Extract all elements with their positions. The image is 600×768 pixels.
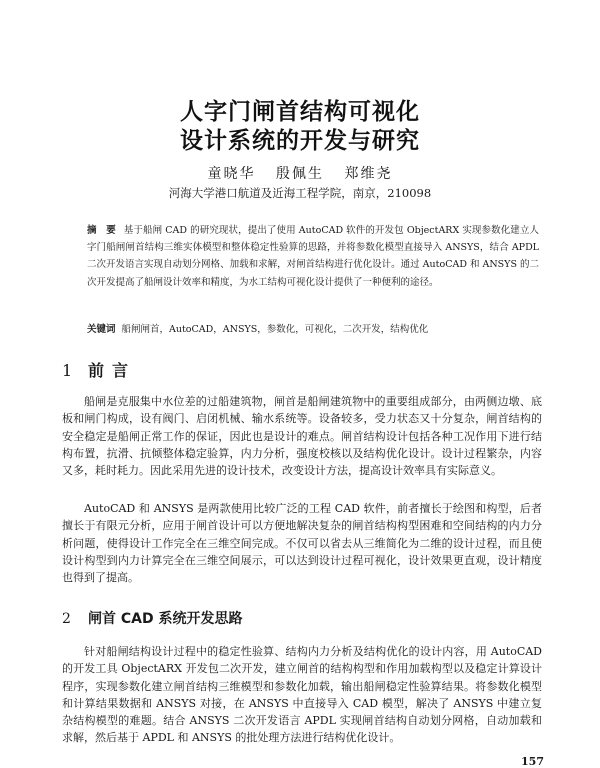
keywords-label: 关键词 [87,324,116,335]
page-number: 157 [521,755,544,768]
section-number: 1 [62,361,73,380]
abstract-block [87,222,539,291]
section-heading-1 [62,358,136,381]
paper-title-line-1: 人字门闸首结构可视化 [180,99,420,125]
author-name: 郑维尧 [344,166,393,182]
body-paragraph: 船闸是克服集中水位差的过船建筑物，闸首是船闸建筑物中的重要组成部分，由两侧边墩、底板和闸门构成，设有阀门、启闭机械、输水系统等。设备较多，受力状态又十分复杂，闸首结构的安全稳定是船闸正常工作的保证，因此也是设计的难点。闸首结构设计包括各种工况作用下进行结构布置，抗滑、抗倾整体稳定验算，内力分析，强度校核以及结构优化设计。设计过程繁杂，内容又多，耗时耗力。因此采用先进的设计技术，改变设计方法，提高设计效率具有实际意义。 [62,395,542,478]
section-number: 2 [62,611,71,627]
author-list [0,163,600,183]
keywords-text: 船闸闸首，AutoCAD，ANSYS，参数化，可视化，二次开发，结构优化 [121,324,429,335]
section-title: 前言 [88,361,137,380]
affiliation: 河海大学港口航道及近海工程学院，南京，210098 [168,186,432,200]
body-paragraph: AutoCAD 和 ANSYS 是两款使用比较广泛的工程 CAD 软件，前者擅长于绘图和构型，后者擅长于有限元分析，应用于闸首设计可以方便地解决复杂的闸首结构构型困难和空间结构的内力分析问题，使得设计工作完全在三维空间完成。不仅可以省去从三维简化为二维的设计过程，而且使设计构型到内力计算完全在三维空间展示，可以达到设计过程可视化，设计效果更直观，设计精度也得到了提高。 [62,502,542,585]
author-name: 殷佩生 [276,166,324,182]
paper-title-line-2: 设计系统的开发与研究 [180,128,420,154]
abstract-label: 摘 要 [87,225,116,236]
author-name: 童晓华 [207,166,256,182]
abstract-text: 基于船闸 CAD 的研究现状，提出了使用 AutoCAD 软件的开发包 ObjectARX 实现参数化建立人字门船闸闸首结构三维实体模型和整体稳定性验算的思路，并将参数化模型直接导入 ANSYS，结合 APDL 二次开发语言实现自动划分网格、加载和求解，对闸首结构进行优化设计。通过 AutoCAD 和 ANSYS 的二次开发提高了船闸设计效率和精度，为水工结构可视化设计提供了一种便利的途径。 [87,225,539,288]
section-heading-2 [62,608,242,628]
section-title: 闸首 CAD 系统开发思路 [88,611,243,627]
body-paragraph: 针对船闸结构设计过程中的稳定性验算、结构内力分析及结构优化的设计内容，用 AutoCAD 的开发工具 ObjectARX 开发包二次开发，建立闸首的结构构型和作用加载构型以及稳定计算设计程序，实现参数化建立闸首结构三维模型和参数化加载，输出船闸稳定性验算结果。将参数化模型和计算结果数据和 ANSYS 对接，在 ANSYS 中直接导入 CAD 模型，解决了 ANSYS 中建立复杂结构模型的难题。结合 ANSYS 二次开发语言 APDL 实现闸首结构自动划分网格，自动加载和求解，然后基于 APDL 和 ANSYS 的批处理方法进行结构优化设计。 [62,645,542,745]
keywords-block [87,322,539,338]
